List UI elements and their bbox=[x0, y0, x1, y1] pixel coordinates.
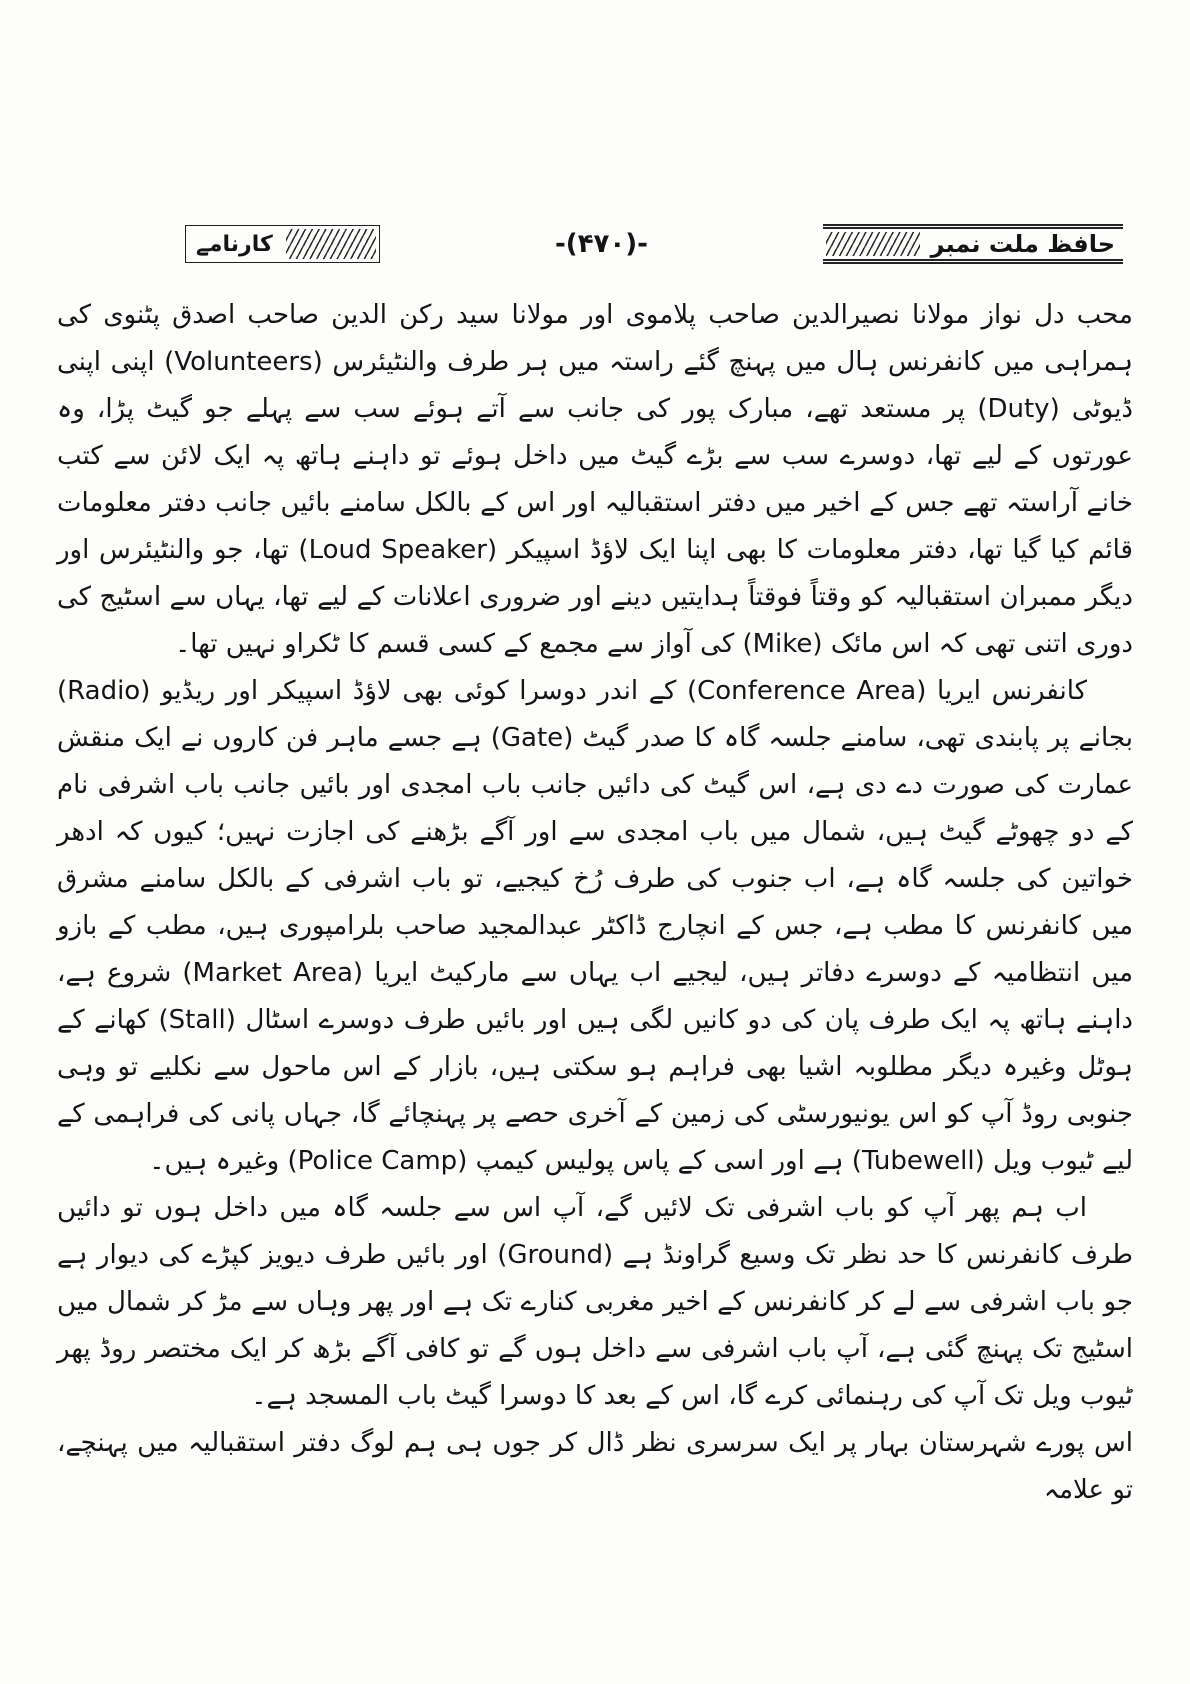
header-title: حافظ ملت نمبر bbox=[930, 230, 1115, 258]
paragraph-4: اس پورے شہرستان بہار پر ایک سرسری نظر ڈال کر جوں ہی ہم لوگ دفتر استقبالیہ میں پہنچے، تو علامہ bbox=[57, 1428, 1133, 1505]
header-section-box bbox=[185, 225, 380, 263]
paragraph-2: کانفرنس ایریا (Conference Area) کے اندر دوسرا کوئی بھی لاؤڈ اسپیکر اور ریڈیو (Radio) بجانے پر پابندی تھی، سامنے جلسہ گاہ کا صدر گیٹ (Gate) ہے جسے ماہر فن کاروں نے ایک منقش عمارت کی صورت دے دی ہے، اس گیٹ کی دائیں جانب باب امجدی اور بائیں جانب باب اشرفی نام کے دو چھوٹے گیٹ ہیں، شمال میں باب امجدی سے اور آگے بڑھنے کی اجازت نہیں؛ کیوں کہ ادھر خواتین کی جلسہ گاہ ہے، اب جنوب کی طرف رُخ کیجیے، تو باب اشرفی کے بالکل سامنے مشرق میں کانفرنس کا مطب ہے، جس کے انچارج ڈاکٹر عبدالمجید صاحب بلرامپوری ہیں، مطب کے بازو میں انتظامیہ کے دوسرے دفاتر ہیں، لیجیے اب یہاں سے مارکیٹ ایریا (Market Area) شروع ہے، داہنے ہاتھ پہ ایک طرف پان کی دو کانیں لگی ہیں اور بائیں طرف دوسرے اسٹال (Stall) کھانے کے ہوٹل وغیرہ دیگر مطلوبہ اشیا بھی فراہم ہو سکتی ہیں، بازار کے اس ماحول سے نکلیے تو وہی جنوبی روڈ آپ کو اس یونیورسٹی کی زمین کے آخری حصے پر پہنچائے گا، جہاں پانی کی فراہمی کے لیے ٹیوب ویل (Tubewell) ہے اور اسی کے پاس پولیس کیمپ (Police Camp) وغیرہ ہیں۔ bbox=[57, 676, 1134, 1176]
page-body-text bbox=[57, 292, 1133, 1514]
paragraph-1: محب دل نواز مولانا نصیرالدین صاحب پلاموی اور مولانا سید رکن الدین صاحب اصدق پٹنوی کی ہمراہی میں کانفرنس ہال میں پہنچ گئے راستہ میں ہر طرف والنٹیئرس (Volunteers) اپنی اپنی ڈیوٹی (Duty) پر مستعد تھے، مبارک پور کی جانب سے آتے ہوئے سب سے پہلے جو گیٹ پڑا، وہ عورتوں کے لیے تھا، دوسرے سب سے بڑے گیٹ میں داخل ہوئے تو داہنے ہاتھ پہ ایک لائن سے کتب خانے آراستہ تھے جس کے اخیر میں دفتر استقبالیہ اور اس کے بالکل سامنے بائیں جانب دفتر معلومات قائم کیا گیا تھا، دفتر معلومات کا بھی اپنا ایک لاؤڈ اسپیکر (Loud Speaker) تھا، جو والنٹیئرس اور دیگر ممبران استقبالیہ کو وقتاً فوقتاً ہدایتیں دینے اور ضروری اعلانات کے لیے تھا، یہاں سے اسٹیج کی دوری اتنی تھی کہ اس مائک (Mike) کی آواز سے مجمع کے کسی قسم کا ٹکراو نہیں تھا۔ bbox=[57, 300, 1134, 659]
diagonal-hatch-decoration bbox=[826, 232, 920, 256]
page-number: -(۴۷۰)- bbox=[555, 229, 648, 259]
diagonal-hatch-decoration bbox=[286, 229, 376, 259]
header-title-box bbox=[823, 224, 1123, 264]
header-section-label: کارنامے bbox=[196, 231, 273, 257]
page-header bbox=[57, 222, 1133, 266]
paragraph-3: اب ہم پھر آپ کو باب اشرفی تک لائیں گے، آپ اس سے جلسہ گاہ میں داخل ہوں تو دائیں طرف کانفرنس کا حد نظر تک وسیع گراونڈ ہے (Ground) اور بائیں طرف دیویز کپڑے کی دیوار ہے جو باب اشرفی سے لے کر کانفرنس کے اخیر مغربی کنارے تک ہے اور پھر وہاں سے مڑ کر شمال میں اسٹیج تک پہنچ گئی ہے، آپ باب اشرفی سے داخل ہوں گے تو کافی آگے بڑھ کر ایک مختصر روڈ پھر ٹیوب ویل تک آپ کی رہنمائی کرے گا، اس کے بعد کا دوسرا گیٹ باب المسجد ہے۔ bbox=[57, 1193, 1133, 1411]
